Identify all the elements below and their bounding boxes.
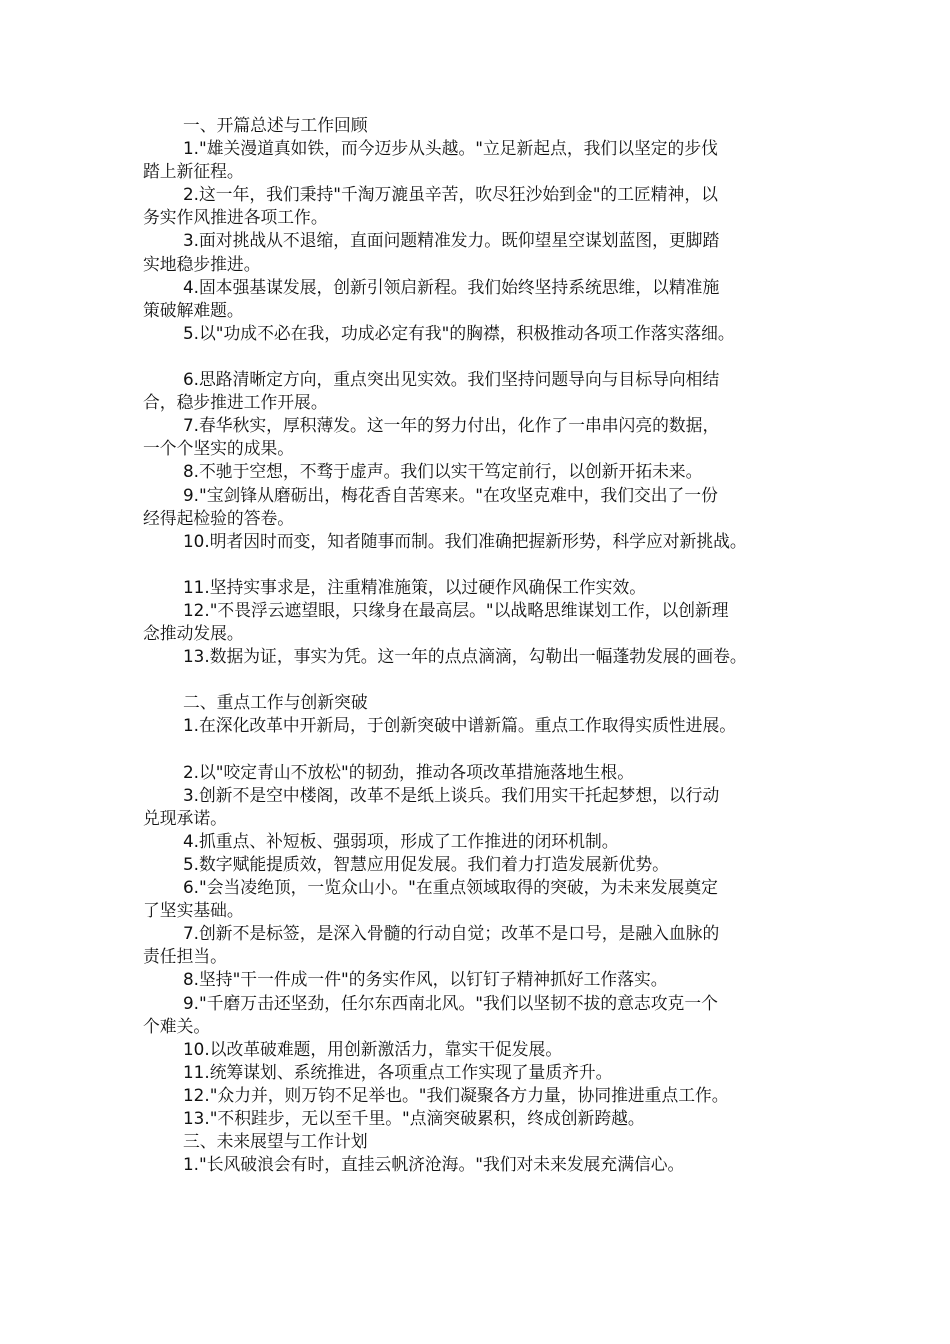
paragraph-line: 念推动发展。 xyxy=(143,623,244,644)
section-heading: 二、重点工作与创新突破 xyxy=(183,692,368,713)
paragraph-line: 责任担当。 xyxy=(143,946,227,967)
paragraph-line: 10.明者因时而变，知者随事而制。我们准确把握新形势，科学应对新挑战。 xyxy=(183,530,747,551)
paragraph-line: 8.不驰于空想，不骛于虚声。我们以实干笃定前行，以创新开拓未来。 xyxy=(183,461,703,482)
paragraph-line: 务实作风推进各项工作。 xyxy=(143,207,328,228)
blank-line xyxy=(143,738,815,761)
paragraph-line: 1."长风破浪会有时，直挂云帆济沧海。"我们对未来发展充满信心。 xyxy=(183,1154,685,1175)
paragraph-line: 策破解难题。 xyxy=(143,299,244,320)
paragraph-line: 6.思路清晰定方向，重点突出见实效。我们坚持问题导向与目标导向相结 xyxy=(183,369,720,390)
paragraph-line: 8.坚持"干一件成一件"的务实作风，以钉钉子精神抓好工作落实。 xyxy=(183,969,668,990)
paragraph-line: 实地稳步推进。 xyxy=(143,253,261,274)
paragraph-line: 13."不积跬步，无以至千里。"点滴突破累积，终成创新跨越。 xyxy=(183,1108,645,1129)
paragraph-line: 3.创新不是空中楼阁，改革不是纸上谈兵。我们用实干托起梦想，以行动 xyxy=(183,784,720,805)
paragraph-line: 9."千磨万击还坚劲，任尔东西南北风。"我们以坚韧不拔的意志攻克一个 xyxy=(183,992,718,1013)
paragraph-line: 1.在深化改革中开新局，于创新突破中谱新篇。重点工作取得实质性进展。 xyxy=(183,715,737,736)
paragraph-line: 了坚实基础。 xyxy=(143,900,244,921)
paragraph-line: 4.固本强基谋发展，创新引领启新程。我们始终坚持系统思维，以精准施 xyxy=(183,276,720,297)
paragraph-line: 5.数字赋能提质效，智慧应用促发展。我们着力打造发展新优势。 xyxy=(183,854,669,874)
paragraph-line: 7.春华秋实，厚积薄发。这一年的努力付出，化作了一串串闪亮的数据， xyxy=(183,415,720,436)
document-body xyxy=(143,114,815,1176)
paragraph-line: 9."宝剑锋从磨砺出，梅花香自苦寒来。"在攻坚克难中，我们交出了一份 xyxy=(183,484,718,505)
paragraph-line: 5.以"功成不必在我，功成必定有我"的胸襟，积极推动各项工作落实落细。 xyxy=(183,322,735,343)
paragraph-line: 3.面对挑战从不退缩，直面问题精准发力。既仰望星空谋划蓝图，更脚踏 xyxy=(183,230,720,251)
paragraph-line: 11.坚持实事求是，注重精准施策，以过硬作风确保工作实效。 xyxy=(183,576,647,597)
paragraph-line: 12."不畏浮云遮望眼，只缘身在最高层。"以战略思维谋划工作，以创新理 xyxy=(183,599,729,620)
paragraph-line: 12."众力并，则万钧不足举也。"我们凝聚各方力量，协同推进重点工作。 xyxy=(183,1084,729,1105)
paragraph-line: 个难关。 xyxy=(143,1015,211,1036)
paragraph-line: 4.抓重点、补短板、强弱项，形成了工作推进的闭环机制。 xyxy=(183,830,619,851)
paragraph-line: 6."会当凌绝顶，一览众山小。"在重点领域取得的突破，为未来发展奠定 xyxy=(183,877,718,898)
section-heading: 一、开篇总述与工作回顾 xyxy=(183,115,368,135)
paragraph-line: 踏上新征程。 xyxy=(143,161,244,182)
blank-line xyxy=(143,345,815,368)
section-heading: 三、未来展望与工作计划 xyxy=(183,1131,368,1152)
paragraph-line: 经得起检验的答卷。 xyxy=(143,507,295,528)
paragraph-line: 10.以改革破难题，用创新激活力，靠实干促发展。 xyxy=(183,1038,563,1059)
paragraph-line: 2.这一年，我们秉持"千淘万漉虽辛苦，吹尽狂沙始到金"的工匠精神，以 xyxy=(183,184,718,205)
paragraph-line: 11.统筹谋划、系统推进，各项重点工作实现了量质齐升。 xyxy=(183,1061,613,1082)
paragraph-line: 1."雄关漫道真如铁，而今迈步从头越。"立足新起点，我们以坚定的步伐 xyxy=(183,138,718,159)
paragraph-line: 兑现承诺。 xyxy=(143,807,227,828)
paragraph-line: 7.创新不是标签，是深入骨髓的行动自觉；改革不是口号，是融入血脉的 xyxy=(183,923,720,944)
paragraph-line: 一个个坚实的成果。 xyxy=(143,438,295,459)
paragraph-line: 13.数据为证，事实为凭。这一年的点点滴滴，勾勒出一幅蓬勃发展的画卷。 xyxy=(183,646,747,667)
paragraph-line: 2.以"咬定青山不放松"的韧劲，推动各项改革措施落地生根。 xyxy=(183,761,634,782)
blank-line xyxy=(143,668,815,691)
blank-line xyxy=(143,553,815,576)
paragraph-line: 合，稳步推进工作开展。 xyxy=(143,392,328,413)
